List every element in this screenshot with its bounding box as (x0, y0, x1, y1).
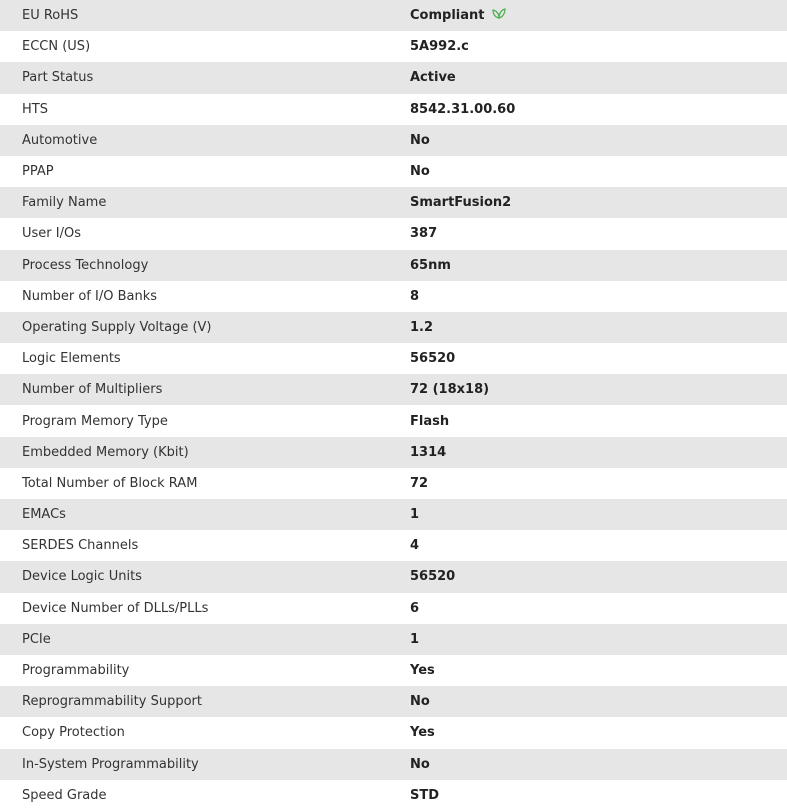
spec-label: Number of I/O Banks (22, 288, 158, 304)
spec-value: Active (410, 70, 456, 86)
spec-label: SERDES Channels (22, 538, 139, 554)
spec-value: No (410, 694, 430, 710)
spec-label: Program Memory Type (22, 413, 168, 429)
table-row (0, 156, 787, 187)
spec-label: PPAP (22, 164, 54, 180)
table-row (0, 717, 787, 748)
table-row (0, 0, 787, 31)
spec-value: 5A992.c (410, 39, 469, 55)
spec-value: Yes (410, 663, 435, 679)
spec-value: 56520 (410, 351, 456, 367)
table-row (0, 593, 787, 624)
table-row (0, 405, 787, 436)
spec-value: No (410, 164, 430, 180)
spec-value: 56520 (410, 569, 456, 585)
table-row (0, 31, 787, 62)
spec-value-cell (410, 0, 787, 31)
table-row (0, 250, 787, 281)
spec-value: 1.2 (410, 319, 434, 335)
spec-label: In-System Programmability (22, 756, 199, 772)
spec-label: Logic Elements (22, 351, 121, 367)
spec-label: PCIe (22, 631, 51, 647)
table-row (0, 187, 787, 218)
table-row (0, 468, 787, 499)
spec-label: Part Status (22, 70, 94, 86)
spec-value: No (410, 756, 430, 772)
spec-label: Family Name (22, 195, 107, 211)
table-row (0, 374, 787, 405)
spec-value: Compliant (410, 8, 485, 24)
table-row (0, 312, 787, 343)
spec-value: 72 (410, 475, 429, 491)
spec-label: User I/Os (22, 226, 81, 242)
table-row (0, 437, 787, 468)
table-row (0, 125, 787, 156)
table-row (0, 218, 787, 249)
spec-label: Process Technology (22, 257, 149, 273)
table-row (0, 94, 787, 125)
spec-value: 387 (410, 226, 438, 242)
table-row (0, 499, 787, 530)
table-row (0, 561, 787, 592)
spec-value: 1314 (410, 444, 447, 460)
table-row (0, 780, 787, 811)
spec-label: Embedded Memory (Kbit) (22, 444, 189, 460)
spec-label: Programmability (22, 663, 130, 679)
spec-label: Device Logic Units (22, 569, 142, 585)
spec-value: SmartFusion2 (410, 195, 512, 211)
spec-value: 65nm (410, 257, 451, 273)
spec-value: 1 (410, 631, 420, 647)
table-row (0, 686, 787, 717)
leaf-icon (492, 7, 506, 23)
spec-value: 4 (410, 538, 420, 554)
spec-label: Number of Multipliers (22, 382, 163, 398)
spec-value: Yes (410, 725, 435, 741)
spec-value: No (410, 132, 430, 148)
spec-label: EMACs (22, 507, 66, 523)
spec-label: Device Number of DLLs/PLLs (22, 600, 209, 616)
table-row (0, 281, 787, 312)
spec-value: 8542.31.00.60 (410, 101, 516, 117)
table-row (0, 624, 787, 655)
spec-label: Automotive (22, 132, 98, 148)
spec-value: STD (410, 787, 440, 803)
spec-value: 1 (410, 507, 420, 523)
spec-label: EU RoHS (22, 8, 79, 24)
table-row (0, 62, 787, 93)
spec-value: 72 (18x18) (410, 382, 490, 398)
spec-value: Flash (410, 413, 450, 429)
spec-label: Copy Protection (22, 725, 125, 741)
table-row (0, 343, 787, 374)
spec-label: Operating Supply Voltage (V) (22, 319, 212, 335)
spec-value: 6 (410, 600, 420, 616)
spec-label: Reprogrammability Support (22, 694, 202, 710)
spec-value: 8 (410, 288, 420, 304)
table-row (0, 530, 787, 561)
spec-label: ECCN (US) (22, 39, 91, 55)
table-row (0, 749, 787, 780)
spec-label: Speed Grade (22, 787, 107, 803)
table-row (0, 655, 787, 686)
spec-label: HTS (22, 101, 48, 117)
spec-label: Total Number of Block RAM (22, 475, 198, 491)
